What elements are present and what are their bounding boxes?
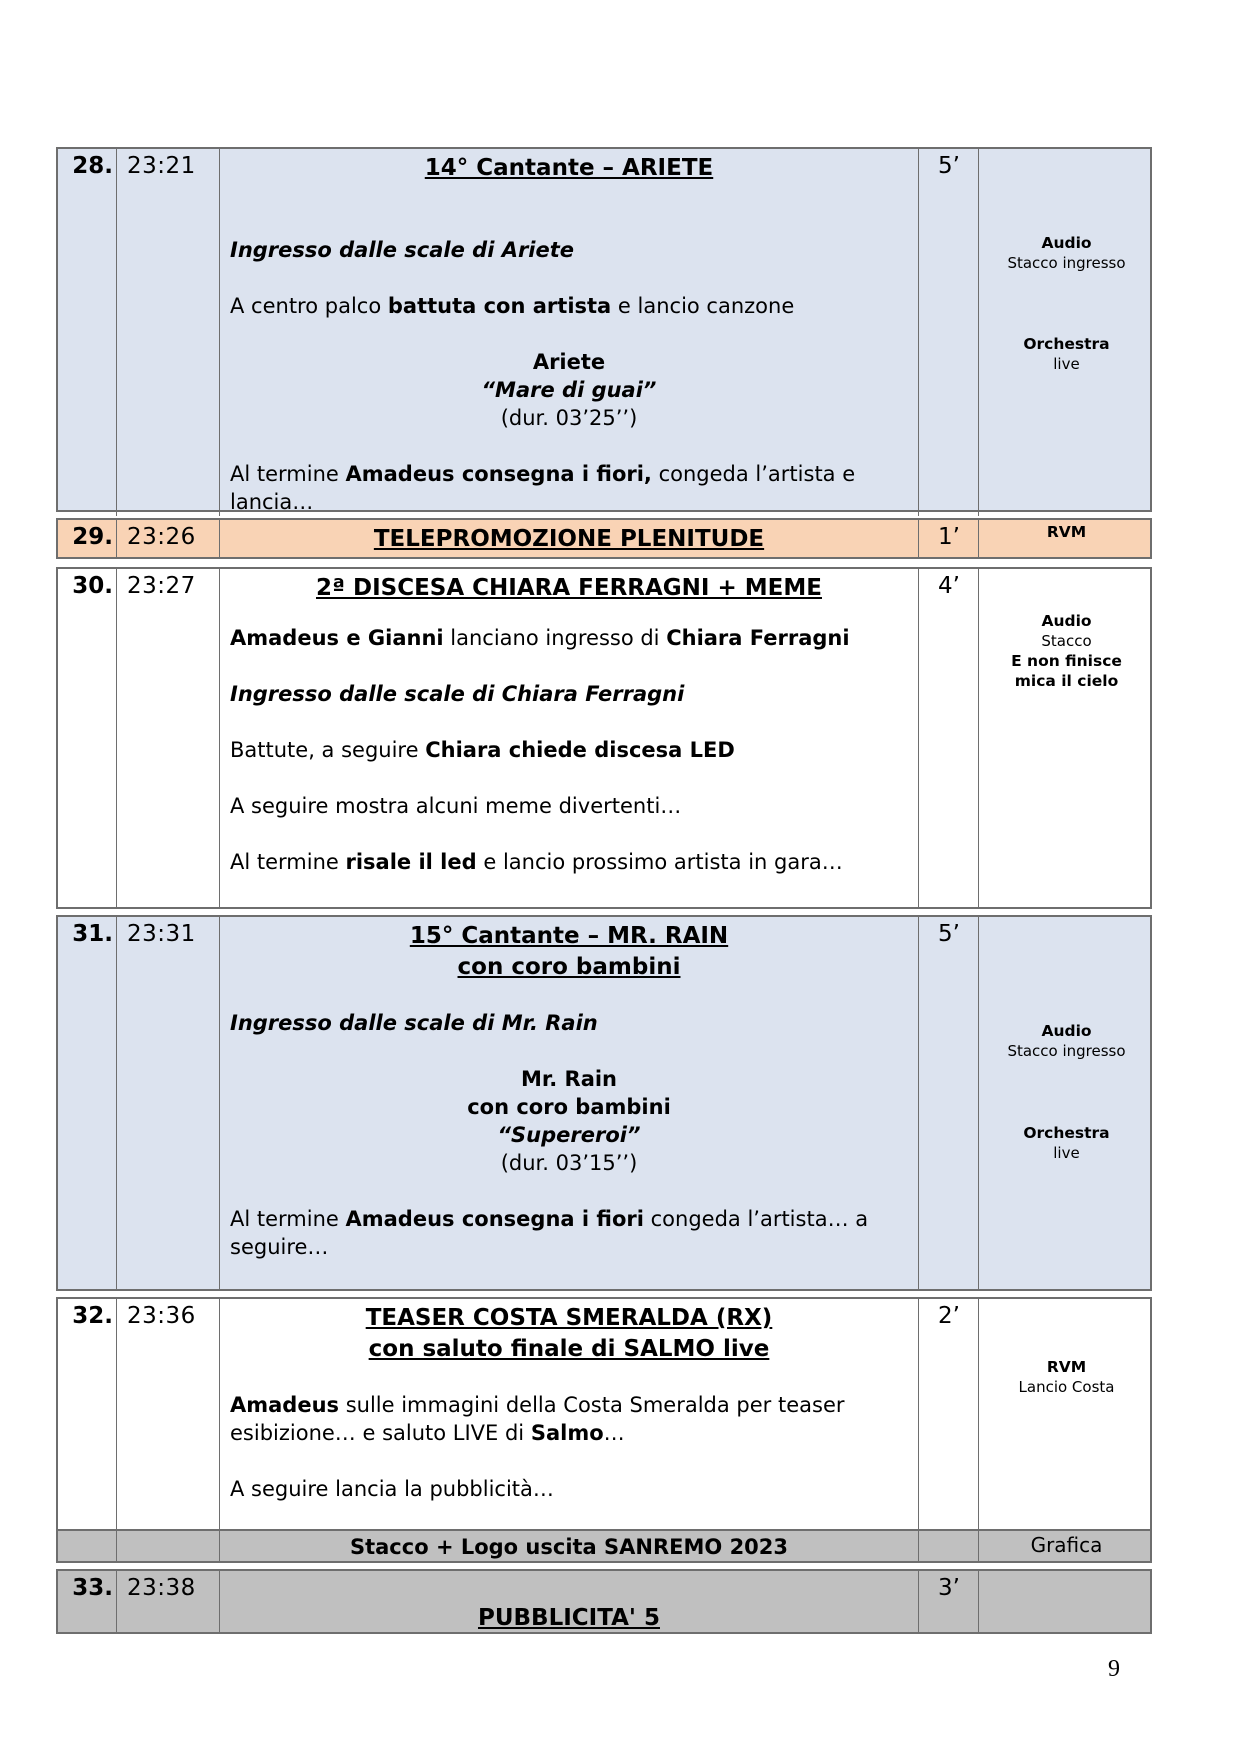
text-span: congeda l’artista… a seguire… bbox=[230, 1207, 869, 1259]
body-text bbox=[230, 736, 908, 764]
row-duration: 5’ bbox=[919, 149, 979, 516]
artist-extra: con coro bambini bbox=[467, 1095, 671, 1119]
schedule-row-31 bbox=[56, 915, 1152, 1291]
empty-cell bbox=[117, 1531, 220, 1561]
row-notes bbox=[979, 149, 1154, 516]
row-time: 23:36 bbox=[117, 1299, 220, 1530]
row-time: 23:26 bbox=[117, 520, 220, 557]
row-content: Stacco + Logo uscita SANREMO 2023 bbox=[220, 1531, 919, 1561]
segment-title: PUBBLICITA' 5 bbox=[477, 1605, 660, 1631]
entry-text: Ingresso dalle scale di Mr. Rain bbox=[230, 1011, 598, 1035]
text-span: Al termine bbox=[230, 462, 346, 486]
page-number: 9 bbox=[1108, 1656, 1120, 1682]
intro-text bbox=[230, 292, 908, 320]
intro-text bbox=[230, 624, 908, 652]
text-bold: Chiara Ferragni bbox=[666, 626, 850, 650]
row-duration: 4’ bbox=[919, 569, 979, 907]
schedule-row-32 bbox=[56, 1297, 1152, 1532]
closing-text bbox=[230, 848, 908, 876]
row-notes bbox=[979, 917, 1154, 1289]
note-title: Audio bbox=[1041, 612, 1092, 630]
text-bold: Amadeus bbox=[230, 1393, 340, 1417]
body-text bbox=[230, 1391, 908, 1447]
text-span: lanciano ingresso di bbox=[443, 626, 667, 650]
row-notes bbox=[979, 1299, 1154, 1530]
row-duration: 2’ bbox=[919, 1299, 979, 1530]
row-number: 31. bbox=[58, 917, 117, 1289]
note-title: RVM bbox=[1046, 523, 1087, 541]
text-span: … bbox=[603, 1421, 625, 1445]
text-span: Battute, a seguire bbox=[230, 738, 426, 762]
note-text: Lancio Costa bbox=[1018, 1378, 1115, 1396]
segment-subtitle: con saluto finale di SALMO live bbox=[368, 1336, 770, 1362]
row-content bbox=[220, 149, 919, 516]
text-span: e lancio canzone bbox=[611, 294, 795, 318]
empty-cell bbox=[58, 1531, 117, 1561]
row-duration: 1’ bbox=[919, 520, 979, 557]
text-span: Al termine bbox=[230, 1207, 346, 1231]
note-text: Stacco ingresso bbox=[1007, 254, 1126, 272]
row-notes bbox=[979, 520, 1154, 557]
text-span: Al termine bbox=[230, 850, 346, 874]
row-time: 23:27 bbox=[117, 569, 220, 907]
empty-cell bbox=[919, 1531, 979, 1561]
segment-title: TEASER COSTA SMERALDA (RX) bbox=[365, 1305, 773, 1331]
schedule-row-33 bbox=[56, 1569, 1152, 1634]
text-span: A centro palco bbox=[230, 294, 388, 318]
row-content bbox=[220, 569, 919, 907]
schedule-row-30 bbox=[56, 567, 1152, 909]
segment-title: TELEPROMOZIONE PLENITUDE bbox=[373, 526, 765, 552]
row-duration: 3’ bbox=[919, 1571, 979, 1634]
song-duration: (dur. 03’25’’) bbox=[500, 406, 638, 430]
row-time: 23:21 bbox=[117, 149, 220, 516]
note-text: Stacco ingresso bbox=[1007, 1042, 1126, 1060]
body-text: A seguire mostra alcuni meme divertenti… bbox=[230, 794, 682, 818]
note-title: RVM bbox=[1046, 1358, 1087, 1376]
song-title: “Supereroi” bbox=[497, 1123, 641, 1147]
note-text: live bbox=[1053, 355, 1080, 373]
song-title: “Mare di guai” bbox=[481, 378, 657, 402]
note-text: Stacco bbox=[1041, 632, 1092, 650]
row-number: 33. bbox=[58, 1571, 117, 1634]
schedule-row-28 bbox=[56, 147, 1152, 512]
song-duration: (dur. 03’15’’) bbox=[500, 1151, 638, 1175]
row-notes: Grafica bbox=[1030, 1533, 1103, 1557]
row-duration: 5’ bbox=[919, 917, 979, 1289]
closing-text bbox=[230, 1205, 908, 1261]
text-span: sulle immagini della Costa Smeralda per teaser esibizione… e saluto LIVE di bbox=[230, 1393, 845, 1445]
segment-title: 15° Cantante – MR. RAIN bbox=[409, 923, 729, 949]
note-title: Audio bbox=[1041, 234, 1092, 252]
text-span: congeda l’artista e lancia… bbox=[230, 462, 856, 514]
text-bold: Chiara chiede discesa LED bbox=[425, 738, 735, 762]
row-number: 28. bbox=[58, 149, 117, 516]
row-content bbox=[220, 1299, 919, 1530]
note-title: Audio bbox=[1041, 1022, 1092, 1040]
row-notes bbox=[979, 1571, 1154, 1634]
text-bold: Salmo bbox=[530, 1421, 604, 1445]
segment-title: 14° Cantante – ARIETE bbox=[424, 155, 714, 181]
entry-text: Ingresso dalle scale di Chiara Ferragni bbox=[230, 682, 685, 706]
schedule-row-stacco bbox=[56, 1529, 1152, 1563]
row-time: 23:31 bbox=[117, 917, 220, 1289]
segment-subtitle: con coro bambini bbox=[457, 954, 681, 980]
closing-text: A seguire lancia la pubblicità… bbox=[230, 1477, 554, 1501]
row-number: 29. bbox=[58, 520, 117, 557]
text-bold: battuta con artista bbox=[387, 294, 612, 318]
row-notes bbox=[979, 569, 1154, 907]
text-bold: risale il led bbox=[345, 850, 477, 874]
note-title: Orchestra bbox=[1023, 335, 1110, 353]
text-bold: Amadeus consegna i fiori, bbox=[345, 462, 652, 486]
segment-title: 2ª DISCESA CHIARA FERRAGNI + MEME bbox=[316, 575, 822, 601]
text-bold: Amadeus consegna i fiori bbox=[345, 1207, 644, 1231]
row-content bbox=[220, 520, 919, 557]
closing-text bbox=[230, 460, 908, 516]
schedule-row-29 bbox=[56, 518, 1152, 559]
row-content bbox=[220, 1571, 919, 1634]
entry-text: Ingresso dalle scale di Ariete bbox=[230, 238, 575, 262]
row-time: 23:38 bbox=[117, 1571, 220, 1634]
text-bold: Amadeus e Gianni bbox=[230, 626, 444, 650]
note-song: E non finisce mica il cielo bbox=[1011, 652, 1122, 690]
row-content bbox=[220, 917, 919, 1289]
artist-name: Ariete bbox=[532, 350, 606, 374]
row-number: 32. bbox=[58, 1299, 117, 1530]
note-text: live bbox=[1053, 1144, 1080, 1162]
artist-name: Mr. Rain bbox=[520, 1067, 618, 1091]
row-number: 30. bbox=[58, 569, 117, 907]
text-span: e lancio prossimo artista in gara… bbox=[476, 850, 843, 874]
note-title: Orchestra bbox=[1023, 1124, 1110, 1142]
